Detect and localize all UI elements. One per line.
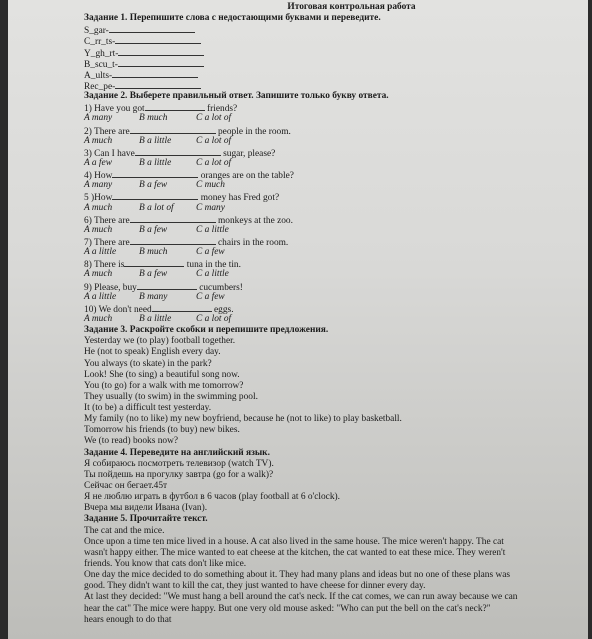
question-stem: 2) There are xyxy=(84,126,130,137)
question-stem: 10) We don't need xyxy=(84,304,152,315)
task1-word xyxy=(84,24,579,35)
task2-options xyxy=(84,225,579,236)
task4-sentence: Ты пойдешь на прогулку завтра (go for a walk)? xyxy=(84,469,274,480)
task3-sentence: He (not to speak) English every day. xyxy=(84,347,221,358)
answer-blank xyxy=(130,214,216,223)
question-tail: oranges are on the table? xyxy=(200,171,294,182)
answer-blank xyxy=(118,47,204,56)
task2-options xyxy=(84,180,579,191)
task5-text-line: At last they decided: "We must hang a bell around the cat's neck. If the cat comes, we can run away because we can xyxy=(84,592,518,603)
question-tail: eggs. xyxy=(214,304,234,315)
task5-text-line: One day the mice decided to do something about it. They had many plans and ideas but no one of these plans was xyxy=(84,570,511,581)
option-c: C a lot of xyxy=(196,135,232,146)
task2-options xyxy=(84,158,579,169)
question-stem: 5 )How xyxy=(84,193,113,204)
option-a: A a few xyxy=(84,157,112,168)
task1-word xyxy=(84,47,579,58)
task1-word xyxy=(84,58,579,69)
option-c: C a lot of xyxy=(196,113,232,124)
task3-sentence: You always (to skate) in the park? xyxy=(84,358,212,369)
task2-options xyxy=(84,314,579,325)
question-tail: sugar, please? xyxy=(223,148,276,159)
question-stem: 8) There is xyxy=(84,260,125,271)
task5-text-line: hear the cat" The mice were happy. But one very old mouse asked: "Who can put the bell on the cat's neck?" xyxy=(84,603,491,614)
answer-blank xyxy=(112,69,198,78)
option-b: B a little xyxy=(139,157,172,168)
task3-sentence: My family (no to like) my new boyfriend, because he (not to like) to play basketball. xyxy=(84,414,402,425)
question-stem: 1) Have you got xyxy=(84,104,145,115)
option-c: C a lot of xyxy=(196,157,232,168)
question-stem: 6) There are xyxy=(84,215,130,226)
question-stem: 9) Please, buy xyxy=(84,282,137,293)
option-a: A much xyxy=(84,135,113,146)
option-a: A much xyxy=(84,313,113,324)
task2-options xyxy=(84,269,579,280)
option-a: A much xyxy=(84,202,113,213)
task5-text-line: good. They didn't want to kill the cat, they just wanted to have cheese for dinner every day. xyxy=(84,581,426,592)
word-text: A_ults- xyxy=(84,70,113,81)
option-b: B a little xyxy=(139,135,172,146)
answer-blank xyxy=(112,191,198,200)
task1-heading: Задание 1. Перепишите слова с недостающими буквами и переведите. xyxy=(84,13,381,24)
task5-text-line: hears enough to do that xyxy=(84,614,172,625)
task3-sentence: They usually (to swim) in the swimming pool. xyxy=(84,391,258,402)
option-a: A a little xyxy=(84,291,117,302)
answer-blank xyxy=(135,147,221,156)
task4-sentence: Я собираюсь посмотреть телевизор (watch TV). xyxy=(84,458,274,469)
option-a: A many xyxy=(84,113,113,124)
option-b: B many xyxy=(139,291,168,302)
option-c: C many xyxy=(196,202,225,213)
option-c: C a little xyxy=(196,224,229,235)
answer-blank xyxy=(152,303,212,312)
question-tail: friends? xyxy=(207,104,238,115)
task3-sentence: You (to go) for a walk with me tomorrow? xyxy=(84,380,244,391)
option-c: C a lot of xyxy=(196,313,232,324)
task5-heading: Задание 5. Прочитайте текст. xyxy=(84,514,208,525)
question-tail: money has Fred got? xyxy=(200,193,280,204)
word-text: B_scu_t- xyxy=(84,59,118,70)
question-tail: cucumbers! xyxy=(199,282,243,293)
task2-options xyxy=(84,113,579,124)
task3-sentence: We (to read) books now? xyxy=(84,436,179,447)
answer-blank xyxy=(112,169,198,178)
task2-options xyxy=(84,136,579,147)
task2-question xyxy=(84,258,579,269)
answer-blank xyxy=(130,125,216,134)
option-b: B a few xyxy=(139,224,168,235)
word-text: Rec_pe- xyxy=(84,81,116,92)
task4-heading: Задание 4. Переведите на английский язык. xyxy=(84,447,270,458)
option-b: B a lot of xyxy=(139,202,174,213)
task1-word xyxy=(84,35,579,46)
question-stem: 4) How xyxy=(84,171,113,182)
option-c: C a few xyxy=(196,247,225,258)
question-tail: monkeys at the zoo. xyxy=(217,215,293,226)
question-tail: chairs in the room. xyxy=(217,237,289,248)
task2-question xyxy=(84,147,579,158)
task2-question xyxy=(84,236,579,247)
task3-heading: Задание 3. Раскройте скобки и перепишите предложения. xyxy=(84,325,329,336)
task5-text-line: friends. You know that cats don't like mice. xyxy=(84,559,247,570)
answer-blank xyxy=(115,35,201,44)
option-b: B a little xyxy=(139,313,172,324)
task3-sentence: It (to be) a difficult test yesterday. xyxy=(84,403,212,414)
answer-blank xyxy=(124,258,184,267)
word-text: C_rr_ts- xyxy=(84,37,116,48)
task2-options xyxy=(84,203,579,214)
page-title: Итоговая контрольная работа xyxy=(287,2,416,12)
word-text: S_gar- xyxy=(84,26,109,37)
task2-heading: Задание 2. Выберете правильный ответ. Запишите только букву ответа. xyxy=(84,91,389,102)
question-stem: 7) There are xyxy=(84,237,130,248)
task4-sentence: Сейчас он бегает.45т xyxy=(84,481,168,492)
task2-question xyxy=(84,303,579,314)
option-c: C much xyxy=(196,180,225,191)
option-c: C a few xyxy=(196,291,225,302)
option-c: C a little xyxy=(196,269,229,280)
option-b: B a few xyxy=(139,180,168,191)
task2-options xyxy=(84,247,579,258)
question-tail: tuna in the tin. xyxy=(186,260,241,271)
task4-sentence: Я не люблю играть в футбол в 6 часов (play football at 6 o'clock). xyxy=(84,492,340,503)
task3-sentence: Look! She (to sing) a beautiful song now. xyxy=(84,369,240,380)
task2-question xyxy=(84,214,579,225)
option-a: A many xyxy=(84,180,113,191)
task2-question xyxy=(84,102,579,113)
task1-word xyxy=(84,80,579,91)
task2-question xyxy=(84,281,579,292)
task1-word xyxy=(84,69,579,80)
worksheet-content xyxy=(84,2,579,626)
task5-text-line: wasn't happy either. The mice wanted to eat cheese at the kitchen, the cat wanted to eat these mice. They weren't xyxy=(84,547,506,558)
answer-blank xyxy=(145,102,205,111)
question-stem: 3) Can I have xyxy=(84,148,135,159)
word-text: Y_gh_rt- xyxy=(84,48,119,59)
answer-blank xyxy=(118,58,204,67)
task2-question xyxy=(84,191,579,202)
task2-question xyxy=(84,125,579,136)
option-b: B much xyxy=(139,247,168,258)
option-a: A a little xyxy=(84,247,117,258)
answer-blank xyxy=(137,281,197,290)
option-b: B much xyxy=(139,113,168,124)
task5-text-line: Once upon a time ten mice lived in a house. A cat also lived in the same house. The mice weren't happy. The cat xyxy=(84,536,504,547)
task3-sentence: Yesterday we (to play) football together. xyxy=(84,336,236,347)
answer-blank xyxy=(115,80,201,89)
task5-text-line: The cat and the mice. xyxy=(84,525,165,536)
task2-options xyxy=(84,292,579,303)
task4-sentence: Вчера мы видели Ивана (Ivan). xyxy=(84,503,208,514)
option-a: A much xyxy=(84,269,113,280)
answer-blank xyxy=(130,236,216,245)
task2-question xyxy=(84,169,579,180)
question-tail: people in the room. xyxy=(217,126,291,137)
task3-sentence: Tomorrow his friends (to buy) new bikes. xyxy=(84,425,240,436)
option-b: B a few xyxy=(139,269,168,280)
answer-blank xyxy=(109,24,195,33)
worksheet-page xyxy=(8,0,588,639)
option-a: A much xyxy=(84,224,113,235)
